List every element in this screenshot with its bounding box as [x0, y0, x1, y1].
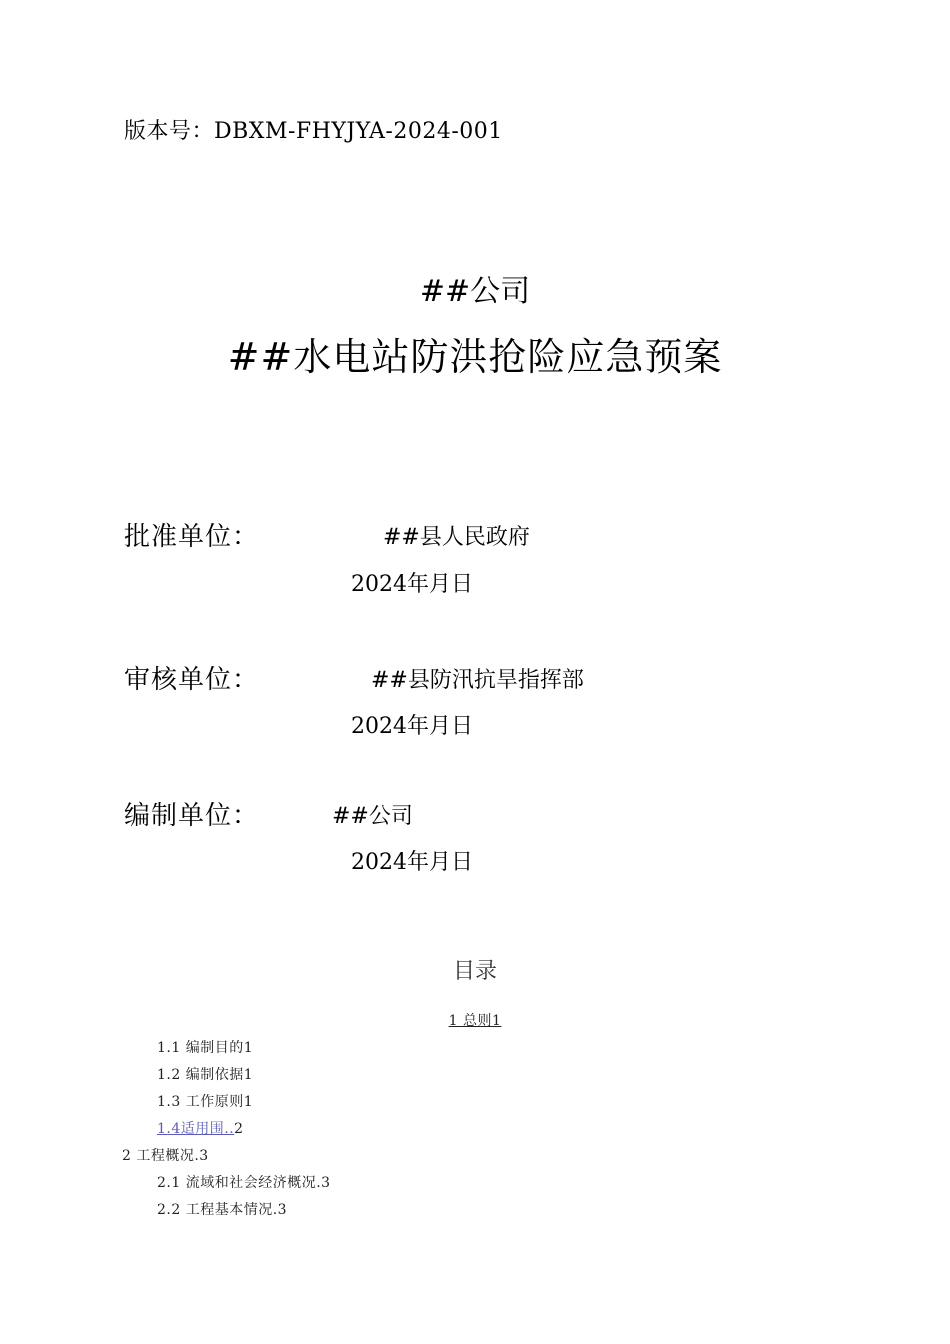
- compiling-date: 2024年月日: [351, 850, 473, 875]
- approval-unit-label: 批准单位：: [124, 522, 260, 552]
- toc-item-text[interactable]: 1 总则1: [448, 1013, 502, 1029]
- toc-item[interactable]: [157, 1118, 244, 1138]
- compiling-unit-label: 编制单位：: [124, 801, 260, 831]
- review-unit-value: ##县防汛抗旱指挥部: [371, 668, 584, 693]
- toc-item[interactable]: 1.1 编制目的1: [157, 1040, 254, 1056]
- approval-date: 2024年月日: [351, 572, 473, 597]
- toc-item[interactable]: 2 工程概况.3: [122, 1148, 209, 1164]
- toc-item[interactable]: [0, 1010, 950, 1030]
- review-date: 2024年月日: [351, 714, 473, 739]
- toc-item-link[interactable]: 1.4适用围..: [157, 1121, 235, 1137]
- toc-item[interactable]: 1.2 编制依据1: [157, 1067, 254, 1083]
- review-unit-label: 审核单位：: [124, 665, 260, 695]
- toc-item[interactable]: 2.1 流域和社会经济概况.3: [157, 1175, 331, 1191]
- toc-item[interactable]: 2.2 工程基本情况.3: [157, 1202, 288, 1218]
- toc-item[interactable]: 1.3 工作原则1: [157, 1094, 254, 1110]
- version-number: 版本号：DBXM-FHYJYA-2024-001: [124, 119, 503, 144]
- document-title: ##水电站防洪抢险应急预案: [227, 335, 723, 379]
- toc-item-page: 2: [234, 1121, 244, 1137]
- toc-title: 目录: [452, 959, 497, 984]
- approval-unit-value: ##县人民政府: [383, 525, 530, 550]
- company-name: ##公司: [419, 274, 531, 309]
- compiling-unit-value: ##公司: [332, 804, 413, 829]
